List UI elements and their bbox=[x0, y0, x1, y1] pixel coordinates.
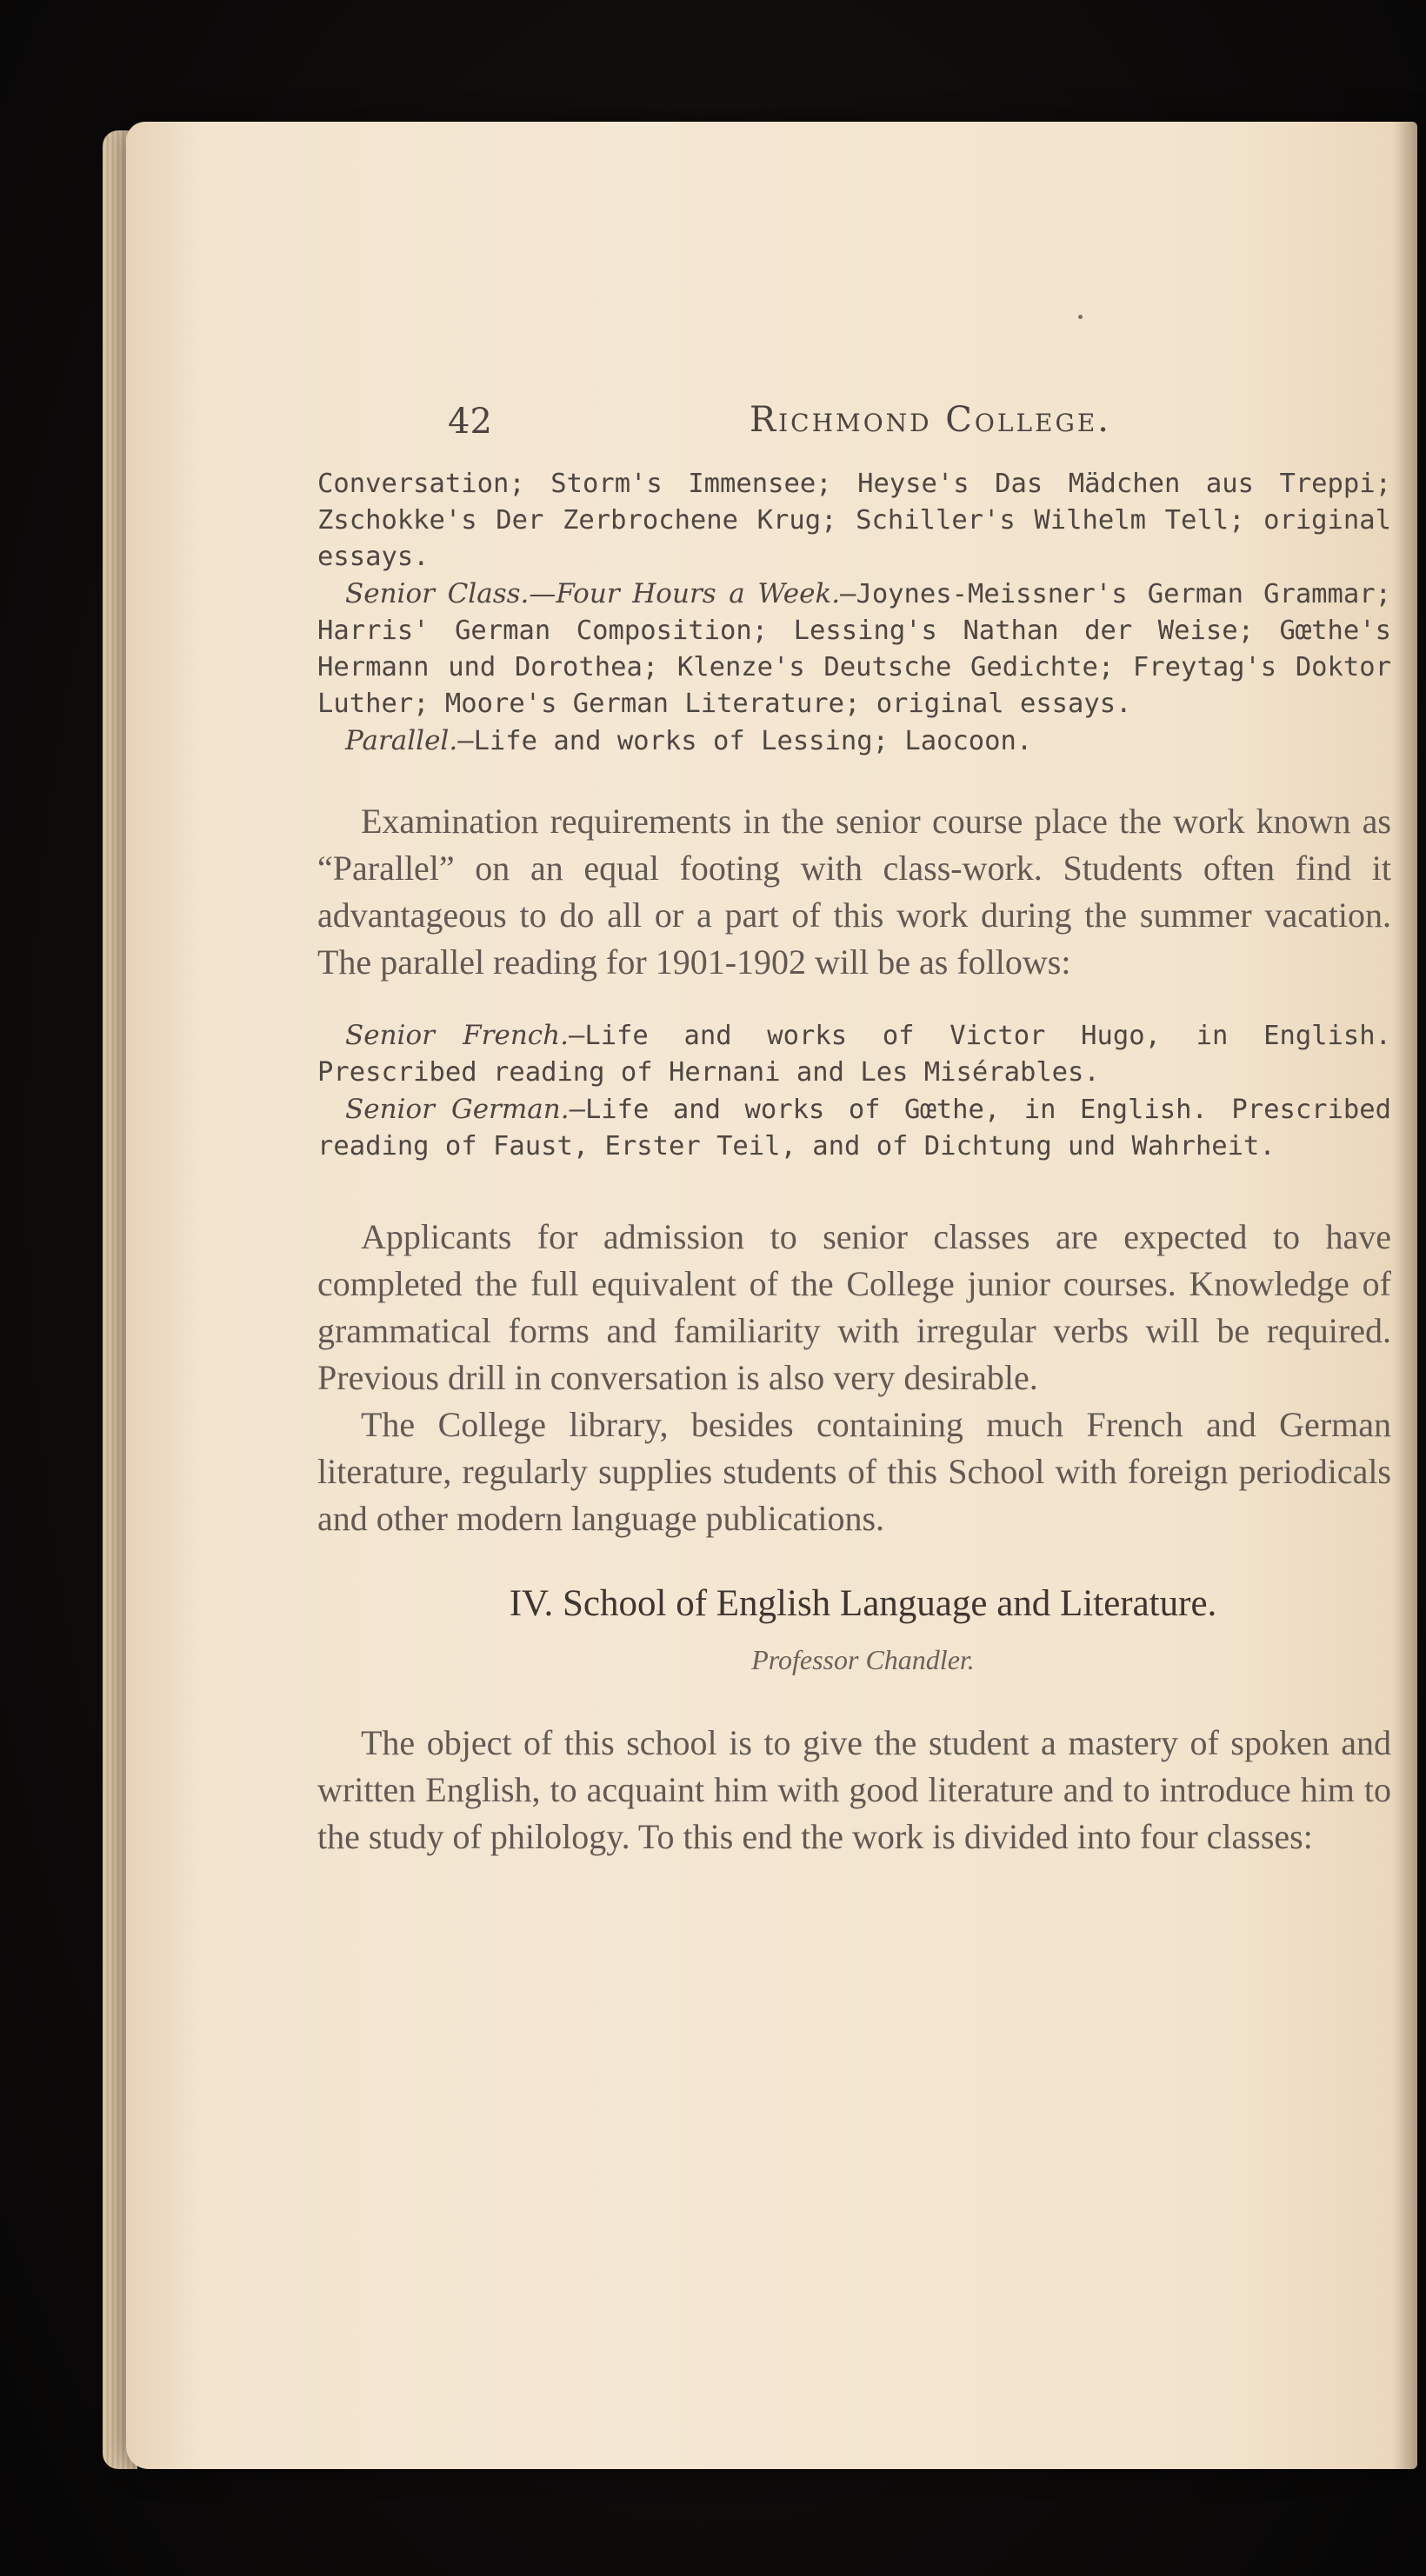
professor-byline: Professor Chandler. bbox=[751, 1644, 975, 1675]
examination-block bbox=[317, 798, 1391, 986]
senior-class-label: Senior Class.—Four Hours a Week. bbox=[345, 578, 841, 609]
text-block bbox=[317, 391, 1391, 1860]
senior-german-text: —Life and works of Gœthe, in English. Prescribed reading of Faust, Erster Teil, and of Dichtung und Wahrheit. bbox=[317, 1095, 1391, 1162]
parallel-reading-block bbox=[317, 1017, 1391, 1165]
senior-class-text: —Joynes-Meissner's German Grammar; Harris' German Composition; Lessing's Nathan der Weise; Gœthe's Hermann und Dorothea; Klenze's Deutsche Gedichte; Freytag's Doktor Luther; Moore's German Literature; original essays. bbox=[317, 579, 1391, 719]
applicants-paragraph: Applicants for admission to senior classes are expected to have completed the full equivalent of the College junior courses. Knowledge of grammatical forms and familiarity with irregular verbs will be required. Previous drill in conversation is also very desirable. bbox=[317, 1217, 1391, 1397]
english-intro-paragraph: The object of this school is to give the student a mastery of spoken and written English, to acquaint him with good literature and to introduce him to the study of philology. To this end the work is divided into four classes: bbox=[317, 1723, 1391, 1856]
german-course-block bbox=[317, 466, 1391, 760]
english-intro-block bbox=[317, 1720, 1391, 1860]
admission-block bbox=[317, 1214, 1391, 1542]
page-header bbox=[317, 391, 1391, 461]
senior-french-paragraph bbox=[317, 1017, 1391, 1091]
parallel-text: —Life and works of Lessing; Laocoon. bbox=[457, 726, 1033, 756]
senior-class-paragraph bbox=[317, 576, 1391, 722]
senior-german-paragraph bbox=[317, 1091, 1391, 1165]
parallel-label: Parallel. bbox=[345, 725, 458, 756]
senior-french-label: Senior French. bbox=[345, 1020, 569, 1051]
parallel-paragraph bbox=[317, 722, 1391, 760]
paper-speck bbox=[1078, 315, 1083, 319]
examination-paragraph: Examination requirements in the senior course place the work known as “Parallel” on an equal footing with class-work. Students often find it advantageous to do all or a part of this work during the summer vacation. The parallel reading for 1901-1902 will be as follows: bbox=[317, 802, 1391, 982]
senior-german-label: Senior German. bbox=[345, 1094, 570, 1125]
binding-shadow bbox=[1393, 122, 1417, 2469]
page-number: 42 bbox=[448, 402, 492, 442]
library-paragraph: The College library, besides containing much French and German literature, regularly supplies students of this School with foreign periodicals and other modern language publications. bbox=[317, 1405, 1391, 1538]
section-heading: IV. School of English Language and Literature. bbox=[509, 1583, 1217, 1624]
senior-french-text: —Life and works of Victor Hugo, in English. Prescribed reading of Hernani and Les Misérables. bbox=[317, 1021, 1391, 1088]
conversation-line: Conversation; Storm's Immensee; Heyse's Das Mädchen aus Treppi; Zschokke's Der Zerbrochene Krug; Schiller's Wilhelm Tell; original essays. bbox=[317, 469, 1391, 572]
running-head: Richmond College. bbox=[750, 400, 1112, 440]
